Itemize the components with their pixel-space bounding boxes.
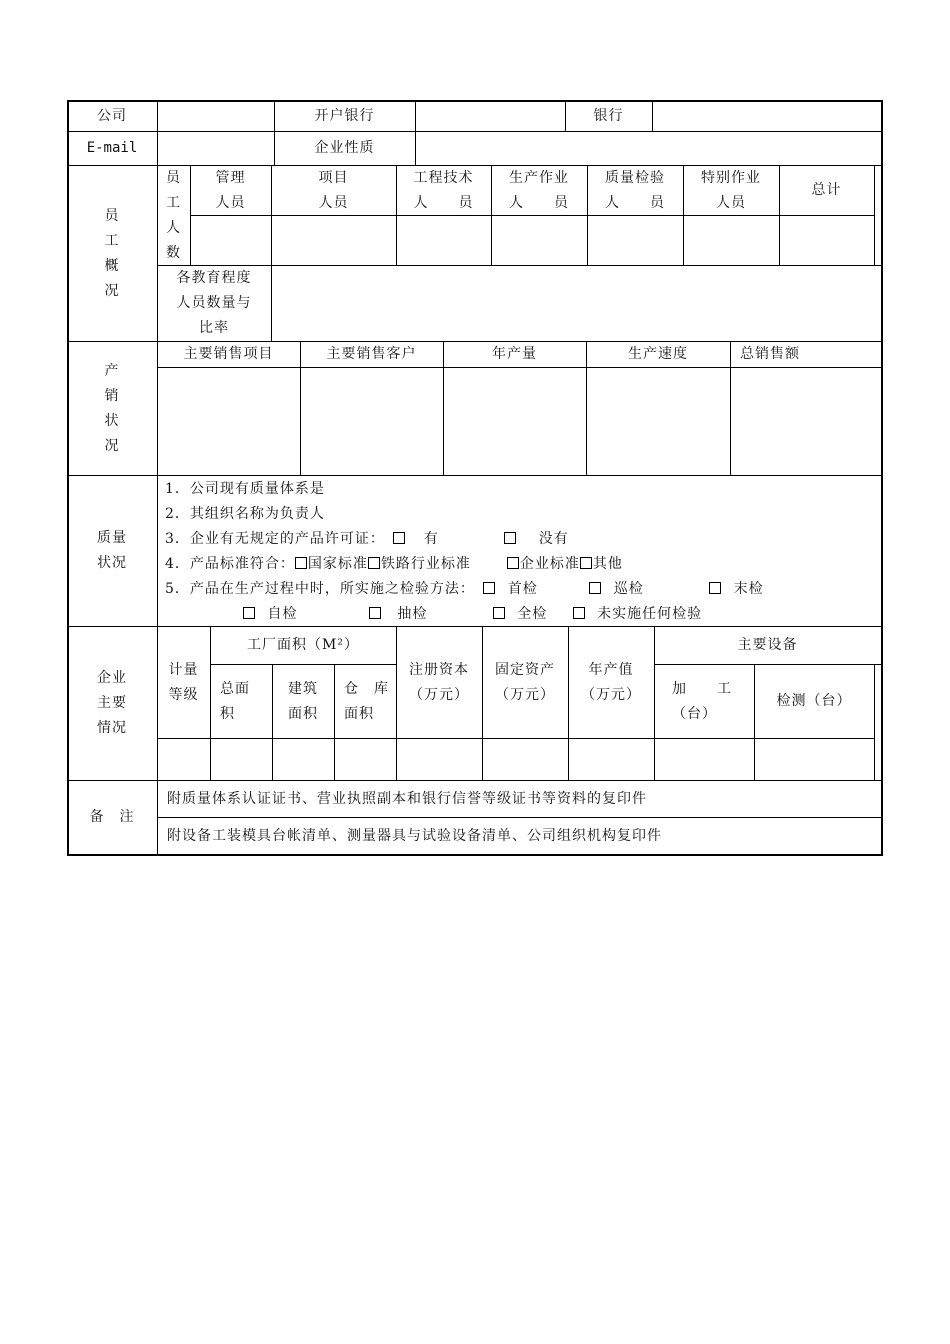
quality-section-label: 质量 状况 [97,530,127,571]
final-inspection-label: 末检 [733,581,764,597]
enterprise-section-label: 企业 主要 情况 [97,670,127,736]
organization-line: 2．其组织名称为负责人 [165,506,325,522]
other-standard-label: 其他 [592,556,623,572]
self-inspection-checkbox[interactable] [243,607,255,619]
patrol-inspection-label: 巡检 [613,581,644,597]
enterprise-standard-label: 企业标准 [519,556,580,572]
license-no-checkbox[interactable] [504,532,516,544]
standard-question: 4．产品标准符合： [165,556,295,572]
col-engineering: 工程技术 人 员 [413,169,474,211]
email-label: E-mail [86,140,138,156]
nature-field[interactable] [415,132,881,165]
nature-label: 企业性质 [314,140,375,156]
col-main-customers: 主要销售客户 [326,346,417,362]
annual-output-value-field[interactable] [568,739,654,780]
bank-suffix-label: 银行 [593,107,624,124]
building-area-field[interactable] [272,739,334,780]
license-no-label: 没有 [538,531,569,547]
railway-standard-checkbox[interactable] [368,557,380,569]
national-standard-label: 国家标准 [307,556,368,572]
sales-section-label: 产 销 状 况 [104,362,120,454]
bank-field[interactable] [415,101,565,131]
enterprise-standard-checkbox[interactable] [507,557,519,569]
testing-equipment-label: 检测（台） [776,693,852,709]
inspection-count-field[interactable] [587,216,683,265]
col-quality-inspection: 质量检验 人 员 [605,169,665,211]
main-equipment-label: 主要设备 [737,637,798,653]
company-label: 公司 [97,107,127,124]
no-inspection-label: 未实施任何检验 [597,606,703,622]
self-inspection-label: 自检 [267,606,298,622]
remarks-label: 备 注 [89,809,135,825]
management-count-field[interactable] [190,216,271,265]
engineering-count-field[interactable] [396,216,491,265]
testing-equipment-field[interactable] [754,739,874,780]
processing-equipment-field[interactable] [654,739,754,780]
col-main-products: 主要销售项目 [183,346,274,362]
bank-label: 开户银行 [314,107,375,124]
col-line [874,664,875,780]
remarks-line-1: 附质量体系认证证书、营业执照副本和银行信誉等级证书等资料的复印件 [167,790,647,807]
col-total-sales: 总销售额 [740,346,800,362]
sampling-inspection-label: 抽检 [397,606,428,622]
main-customers-field[interactable] [300,368,443,475]
full-inspection-label: 全检 [517,606,548,622]
col-project: 项目 人员 [318,169,349,211]
annual-output-value-label: 年产值 （万元） [581,661,641,703]
bank-account-field[interactable] [652,101,881,131]
special-count-field[interactable] [683,216,779,265]
warehouse-area-label: 仓 库 面积 [344,680,389,722]
col-line [157,475,158,626]
final-inspection-checkbox[interactable] [709,582,721,594]
staff-section-label: 员 工 概 况 [104,207,120,299]
staff-count-label: 员 工 人 数 [166,169,181,261]
email-field[interactable] [157,132,274,165]
inspection-method-line-2 [240,602,702,627]
building-area-label: 建筑 面积 [288,680,318,722]
education-field[interactable] [271,266,881,341]
standard-line [165,552,623,577]
main-products-field[interactable] [157,368,300,475]
annual-output-field[interactable] [443,368,586,475]
other-standard-checkbox[interactable] [580,557,592,569]
license-yes-label: 有 [423,531,439,547]
full-inspection-checkbox[interactable] [493,607,505,619]
col-production: 生产作业 人 员 [509,169,569,211]
processing-equipment-label: 加 工 （台） [672,680,732,722]
col-line [874,165,875,265]
registered-capital-field[interactable] [396,739,482,780]
license-yes-checkbox[interactable] [393,532,405,544]
national-standard-checkbox[interactable] [295,557,307,569]
col-management: 管理 人员 [215,169,246,211]
education-label: 各教育程度 人员数量与 比率 [176,270,252,336]
inspection-method-line [165,577,764,602]
inspection-question: 5．产品在生产过程中时，所实施之检验方法： [165,581,475,597]
no-inspection-checkbox[interactable] [573,607,585,619]
license-line [165,527,569,552]
total-sales-field[interactable] [730,368,881,475]
first-inspection-checkbox[interactable] [483,582,495,594]
project-count-field[interactable] [271,216,396,265]
measurement-grade-field[interactable] [157,739,210,780]
col-annual-output: 年产量 [492,346,537,362]
warehouse-area-field[interactable] [334,739,396,780]
col-total: 总计 [811,182,842,198]
license-question: 3．企业有无规定的产品许可证： [165,531,385,547]
row-line [67,475,883,476]
company-field[interactable] [157,101,274,131]
factory-area-label: 工厂面积（M²） [247,637,359,653]
col-special-operation: 特别作业 人员 [701,169,761,211]
sampling-inspection-checkbox[interactable] [369,607,381,619]
col-production-speed: 生产速度 [628,346,688,362]
registered-capital-label: 注册资本 （万元） [409,661,469,703]
production-count-field[interactable] [491,216,587,265]
railway-standard-label: 铁路行业标准 [380,556,471,572]
patrol-inspection-checkbox[interactable] [589,582,601,594]
border-bottom [67,854,883,856]
total-area-label: 总面 积 [220,680,250,722]
quality-system-line: 1．公司现有质量体系是 [165,481,325,497]
fixed-assets-field[interactable] [482,739,568,780]
production-speed-field[interactable] [586,368,730,475]
fixed-assets-label: 固定资产 （万元） [495,661,555,703]
total-count-field[interactable] [779,216,874,265]
remarks-line-2: 附设备工装模具台帐清单、测量器具与试验设备清单、公司组织机构复印件 [167,827,662,844]
border-right [881,100,883,855]
total-area-field[interactable] [210,739,272,780]
first-inspection-label: 首检 [507,581,538,597]
measurement-grade-label: 计量 等级 [168,661,199,703]
